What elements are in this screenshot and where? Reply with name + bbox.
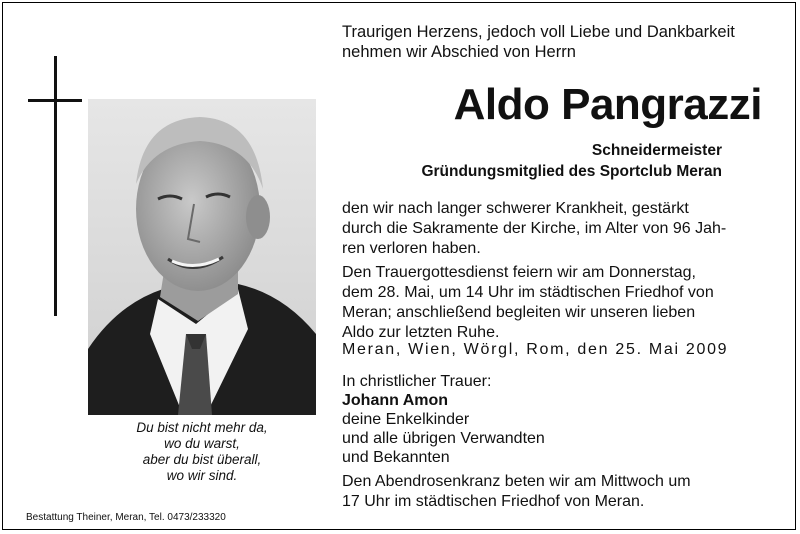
funeral-home-credit: Bestattung Theiner, Meran, Tel. 0473/233320 xyxy=(26,512,226,523)
mourner-line: deine Enkelkinder xyxy=(342,411,470,428)
poem-line: wo wir sind. xyxy=(166,468,238,483)
intro-text xyxy=(342,22,772,62)
rosary-paragraph xyxy=(342,472,767,512)
poem-line: wo du warst, xyxy=(164,436,240,451)
paragraph-line: durch die Sakramente der Kirche, im Alter von 96 Jah- xyxy=(342,220,727,237)
poem-line: Du bist nicht mehr da, xyxy=(136,420,268,435)
intro-line: Traurigen Herzens, jedoch voll Liebe und Dankbarkeit xyxy=(342,23,735,41)
paragraph-line: Den Trauergottesdienst feiern wir am Donnerstag, xyxy=(342,264,696,281)
memorial-poem xyxy=(88,420,316,484)
deceased-titles xyxy=(342,140,722,182)
mourners-list xyxy=(342,372,545,467)
paragraph-line: 17 Uhr im städtischen Friedhof von Meran. xyxy=(342,493,645,510)
portrait-photo xyxy=(88,99,316,415)
death-paragraph xyxy=(342,199,767,259)
lead-mourner: Johann Amon xyxy=(342,392,449,409)
paragraph-line: den wir nach langer schwerer Krankheit, gestärkt xyxy=(342,200,689,217)
mourner-line: und Bekannten xyxy=(342,449,450,466)
mourners-heading: In christlicher Trauer: xyxy=(342,373,492,390)
place-and-date: Meran, Wien, Wörgl, Rom, den 25. Mai 2009 xyxy=(342,341,729,358)
club-role: Gründungsmitglied des Sportclub Meran xyxy=(421,163,722,180)
mourner-line: und alle übrigen Verwandten xyxy=(342,430,545,447)
deceased-name: Aldo Pangrazzi xyxy=(453,80,762,129)
occupation: Schneidermeister xyxy=(591,142,722,159)
paragraph-line: Aldo zur letzten Ruhe. xyxy=(342,324,500,341)
paragraph-line: ren verloren haben. xyxy=(342,240,481,257)
paragraph-line: Meran; anschließend begleiten wir unseren lieben xyxy=(342,304,696,321)
intro-line: nehmen wir Abschied von Herrn xyxy=(342,43,576,61)
cross-icon-horizontal xyxy=(28,99,82,102)
poem-line: aber du bist überall, xyxy=(142,452,262,467)
service-paragraph xyxy=(342,263,767,343)
cross-icon-vertical xyxy=(54,56,57,316)
paragraph-line: Den Abendrosenkranz beten wir am Mittwoch um xyxy=(342,473,691,490)
paragraph-line: dem 28. Mai, um 14 Uhr im städtischen Friedhof von xyxy=(342,284,714,301)
